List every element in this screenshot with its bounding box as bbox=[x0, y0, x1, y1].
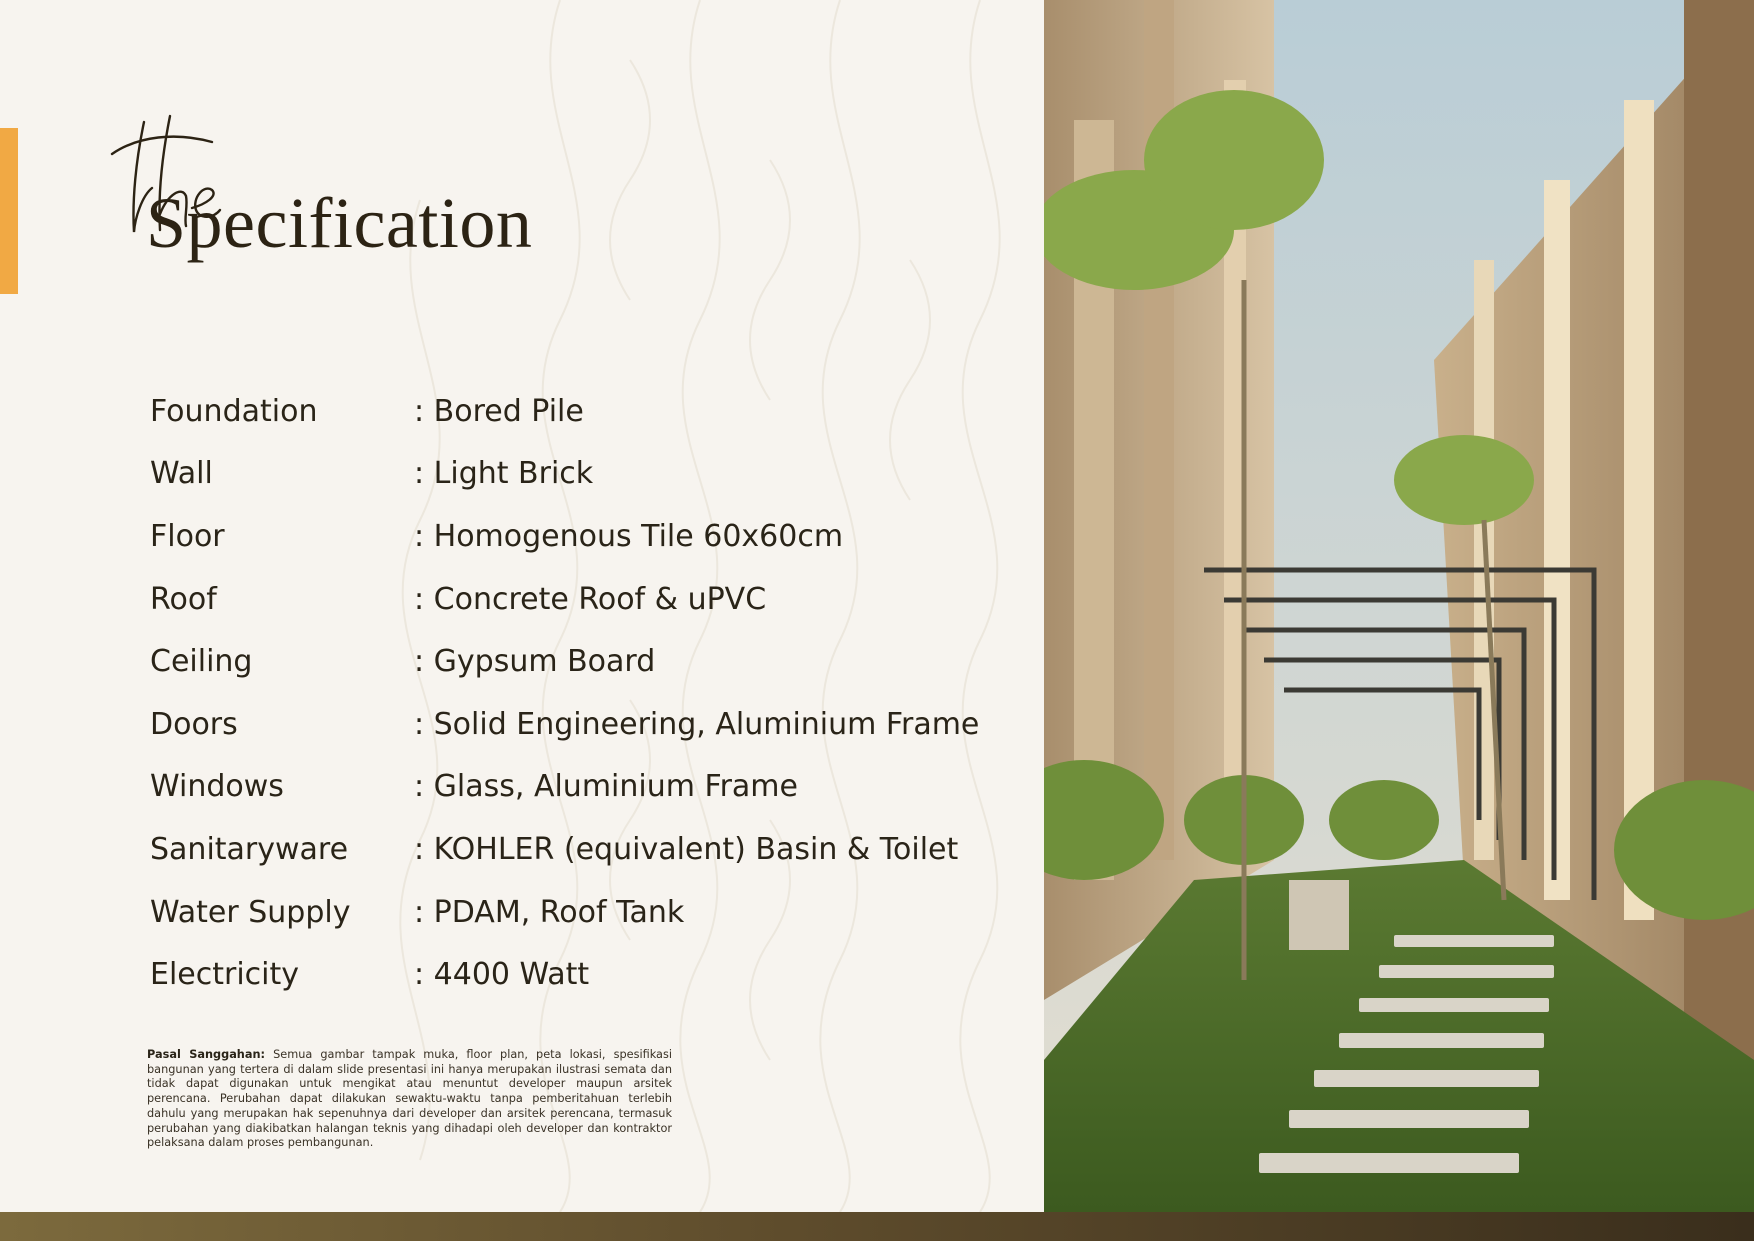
spec-row-ceiling bbox=[150, 630, 1010, 693]
spec-row-floor bbox=[150, 505, 1010, 568]
spec-value: : PDAM, Roof Tank bbox=[414, 894, 685, 930]
spec-value: : 4400 Watt bbox=[414, 957, 590, 993]
disclaimer-text: Semua gambar tampak muka, floor plan, peta lokasi, spesifikasi bangunan yang tertera di dalam slide presentasi ini hanya merupakan ilustrasi semata dan tidak dapat digunakan untuk mengikat atau menuntut developer maupun arsitek perencana. Perubahan dapat dilakukan sewaktu-waktu tanpa pemberitahuan terlebih dahulu yang merupakan hak sepenuhnya dari developer dan arsitek perencana, termasuk perubahan yang diakibatkan halangan teknis yang dihadapi oleh developer dan kontraktor pelaksana dalam proses pembangunan. bbox=[147, 1048, 673, 1150]
spec-label: Roof bbox=[150, 581, 217, 617]
spec-row-wall bbox=[150, 443, 1010, 506]
page-title: Specification bbox=[146, 183, 533, 263]
spec-row-windows bbox=[150, 756, 1010, 819]
spec-row-roof bbox=[150, 568, 1010, 631]
spec-row-doors bbox=[150, 693, 1010, 756]
spec-value: : Homogenous Tile 60x60cm bbox=[414, 518, 844, 554]
spec-value: : Glass, Aluminium Frame bbox=[414, 769, 798, 805]
spec-value: : Light Brick bbox=[414, 456, 594, 492]
spec-label: Doors bbox=[150, 706, 238, 742]
spec-label: Wall bbox=[150, 456, 213, 492]
spec-row-water-supply bbox=[150, 881, 1010, 944]
disclaimer bbox=[147, 1048, 672, 1151]
specification-table bbox=[150, 380, 1010, 1006]
spec-label: Windows bbox=[150, 769, 284, 805]
spec-value: : Gypsum Board bbox=[414, 644, 656, 680]
spec-label: Water Supply bbox=[150, 894, 351, 930]
spec-value: : KOHLER (equivalent) Basin & Toilet bbox=[414, 831, 959, 867]
spec-row-sanitaryware bbox=[150, 818, 1010, 881]
spec-label: Electricity bbox=[150, 957, 300, 993]
spec-row-foundation bbox=[150, 380, 1010, 443]
disclaimer-heading: Pasal Sanggahan: bbox=[147, 1048, 266, 1061]
footer-band bbox=[0, 1212, 1754, 1241]
spec-label: Ceiling bbox=[150, 644, 253, 680]
spec-value: : Solid Engineering, Aluminium Frame bbox=[414, 706, 980, 742]
architecture-photo bbox=[1044, 0, 1754, 1212]
garden-walkway-illustration bbox=[1044, 0, 1754, 1212]
spec-row-electricity bbox=[150, 943, 1010, 1006]
spec-label: Sanitaryware bbox=[150, 831, 349, 867]
spec-label: Foundation bbox=[150, 393, 318, 429]
accent-bar bbox=[0, 128, 18, 294]
spec-value: : Concrete Roof & uPVC bbox=[414, 581, 767, 617]
spec-label: Floor bbox=[150, 518, 225, 554]
spec-value: : Bored Pile bbox=[414, 393, 584, 429]
